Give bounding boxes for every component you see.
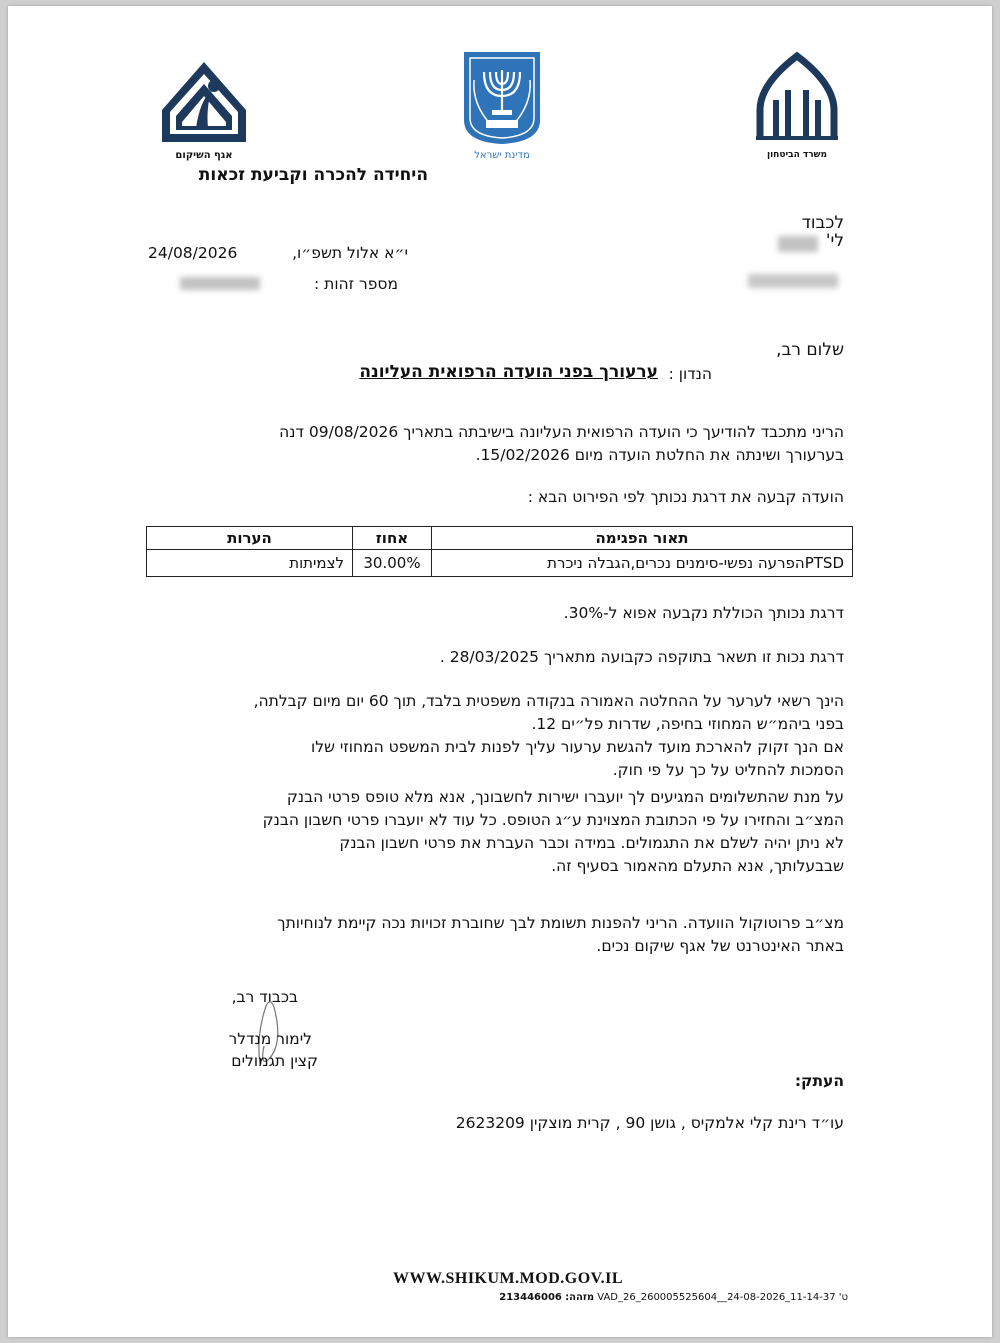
footer-meta [448, 1292, 848, 1303]
injury-table [146, 526, 853, 577]
footer-meta-id-label: מזהה: [565, 1292, 595, 1303]
table-row [147, 550, 853, 577]
payment-line-4: שבבעלותך, אנא התעלם מהאמור בסעיף זה. [551, 857, 844, 875]
signature-closing: בכבוד רב, [231, 988, 298, 1006]
mod-emblem-icon [752, 50, 842, 142]
col-header-description: תאור הפגימה [432, 527, 853, 550]
footer-meta-code: VAD_26_260005525604__24-08-2026_11-14-37 [597, 1292, 836, 1303]
hebrew-date: י״א אלול תשפ״ו, [292, 244, 408, 262]
col-header-percent: אחוז [353, 527, 432, 550]
subject-label: הנדון : [668, 365, 712, 383]
subject-title: ערעורך בפני הועדה הרפואית העליונה [359, 362, 658, 382]
injury-notes: לצמיתות [147, 550, 353, 577]
letter-page [8, 6, 992, 1337]
state-emblem-label: מדינת ישראל [474, 150, 530, 161]
footer-url: WWW.SHIKUM.MOD.GOV.IL [392, 1270, 624, 1287]
payment-line-1: על מנת שהתשלומים המגיעים לך יועברו ישירות לחשבונך, אנא מלא טופס פרטי הבנק [286, 788, 844, 806]
determination-line: הועדה קבעה את דרגת נכותך לפי הפירוט הבא : [527, 488, 844, 506]
mod-logo-label: משרד הביטחון [767, 150, 827, 160]
state-emblem [462, 50, 546, 162]
menorah-emblem-icon [462, 50, 542, 146]
total-degree-line: דרגת נכותך הכוללת נקבעה אפוא ל-30%. [563, 604, 844, 622]
payment-line-2: המצ״ב והחזירו על פי הכתובת המצוינת ע״ג הטופס. כל עוד לא יועברו פרטי חשבון הבנק [262, 811, 844, 829]
redacted-name [778, 236, 818, 252]
injury-description: PTSDהפרעה נפשי-סימנים נכרים,הגבלה ניכרת [432, 550, 853, 577]
intro-paragraph [154, 421, 844, 467]
appeal-line-1: הינך רשאי לערער על ההחלטה האמורה בנקודה משפטית בלבד, תוך 60 יום מיום קבלתה, [253, 692, 844, 710]
table-header-row [147, 527, 853, 550]
intro-line-2: בערעורך ושינתה את החלטת הועדה מיום 15/02/2026. [475, 446, 844, 464]
redacted-address [748, 274, 838, 288]
col-header-notes: הערות [147, 527, 353, 550]
appeal-line-3: אם הנך זקוק להארכת מועד להגשת ערעור עליך לפנות לבית המשפט המחוזי שלו [310, 738, 844, 756]
rehab-logo [156, 50, 252, 160]
signer-name: לימור מנדלר [228, 1030, 312, 1048]
protocol-line-1: מצ״ב פרוטוקול הוועדה. הריני להפנות תשומת לבך שחוברת זכויות נכה קיימת לנוחיותך [277, 914, 844, 932]
appeal-line-2: בפני ביהמ״ש המחוזי בחיפה, שדרות פל״ים 12. [531, 715, 844, 733]
injury-percent: 30.00% [353, 550, 432, 577]
greeting: שלום רב, [776, 340, 844, 360]
rehab-emblem-icon [156, 50, 252, 146]
appeal-line-4: הסמכות להחליט על כך על פי חוק. [612, 761, 844, 779]
id-label: מספר זהות : [314, 275, 398, 293]
rehab-logo-label: אגף השיקום [175, 150, 233, 161]
footer-meta-prefix: ט' [838, 1292, 848, 1303]
recipient-honor: לכבוד [801, 213, 844, 233]
protocol-line-2: באתר האינטרנט של אגף שיקום נכים. [596, 937, 844, 955]
copy-label: העתק: [794, 1072, 844, 1090]
letter-date: 24/08/2026 [148, 244, 238, 262]
payment-line-3: לא ניתן יהיה לשלם את התגמולים. במידה וכבר העברת את פרטי חשבון הבנק [339, 834, 844, 852]
copy-recipient: עו״ד רינת קלי אלמקיס , גושן 90 , קרית מוצקין 2623209 [455, 1114, 844, 1132]
redacted-id [180, 277, 260, 290]
validity-line: דרגת נכות זו תשאר בתוקפה כקבועה מתאריך 28/03/2025 . [439, 648, 844, 666]
unit-title: היחידה להכרה וקביעת זכאות [198, 165, 428, 185]
footer-meta-id: 213446006 [499, 1292, 562, 1303]
mod-logo [752, 50, 852, 162]
protocol-paragraph [154, 912, 844, 958]
signer-title: קצין תגמולים [231, 1052, 318, 1070]
recipient-to: לי' [825, 231, 844, 251]
appeal-paragraph [154, 690, 844, 782]
intro-line-1: הריני מתכבד להודיעך כי הועדה הרפואית העליונה בישיבתה בתאריך 09/08/2026 דנה [279, 423, 844, 441]
payment-paragraph [154, 786, 844, 878]
